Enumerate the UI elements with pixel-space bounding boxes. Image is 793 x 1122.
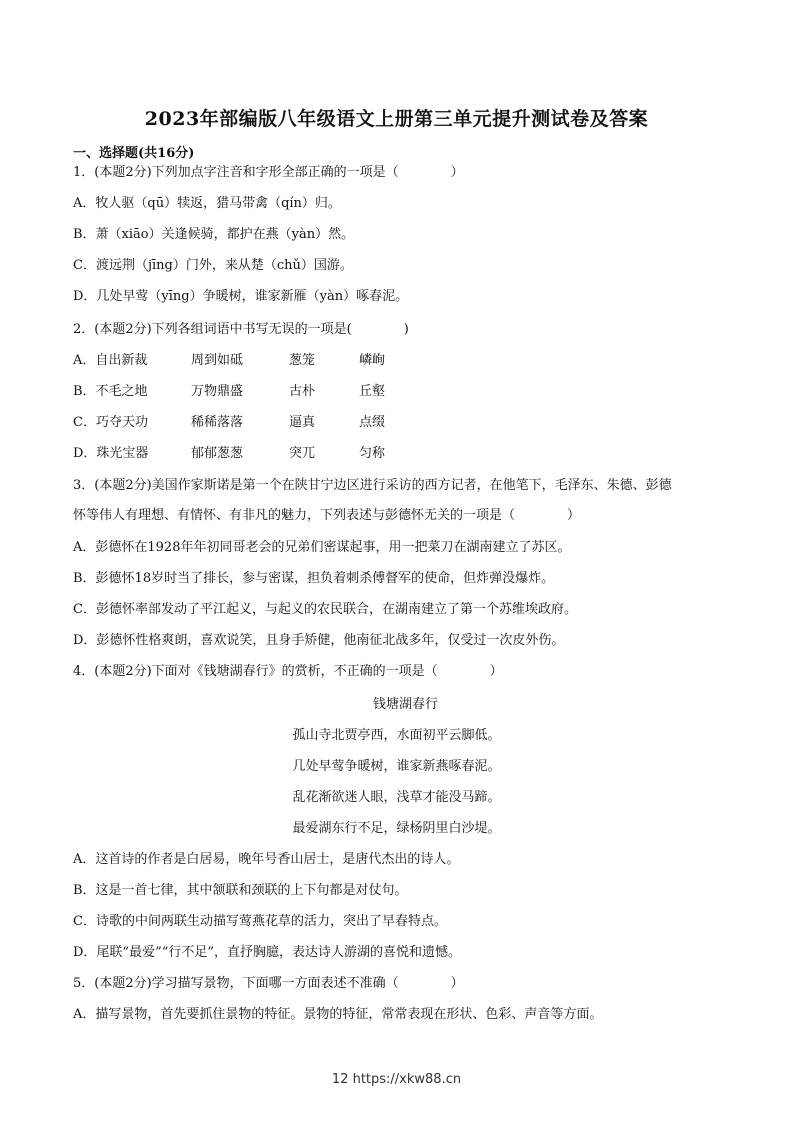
word-cell: 匀称 [359,446,386,461]
word-cell: A．自出新裁 [73,353,148,368]
word-cell: 古朴 [289,384,316,399]
word-cell: 葱笼 [289,353,316,368]
question-1-stem: 1．(本题2分)下列加点字注音和字形全部正确的一项是（ ） [73,165,464,180]
question-4-stem: 4．(本题2分)下面对《钱塘湖春行》的赏析，不正确的一项是（ ） [73,664,503,679]
word-cell: 万物鼎盛 [191,384,244,399]
poem-title: 钱塘湖春行 [373,697,439,712]
question-4-option-b: B．这是一首七律，其中颔联和颈联的上下句都是对仗句。 [73,883,408,898]
question-3-stem-line1: 3．(本题2分)美国作家斯诺是第一个在陕甘宁边区进行采访的西方记者，在他笔下，毛泽东、朱德、彭德 [73,478,672,493]
question-3-option-a: A．彭德怀在1928年年初同哥老会的兄弟们密谋起事，用一把菜刀在湖南建立了苏区。 [73,540,571,555]
poem-line: 乱花渐欲迷人眼，浅草才能没马蹄。 [292,790,501,805]
word-cell: 周到如砥 [191,353,244,368]
question-1-option-c: C．渡远荆（jīng）门外，来从楚（chǔ）国游。 [73,258,353,273]
question-2-option-row [73,446,493,462]
question-1-option-b: B．萧（xiāo）关逢候骑，都护在燕（yàn）然。 [73,227,355,242]
question-2-stem: 2．(本题2分)下列各组词语中书写无误的一项是( ) [73,322,409,337]
word-cell: 突兀 [289,446,316,461]
question-2-option-row [73,353,493,369]
word-cell: 嶙峋 [359,353,386,368]
question-3-option-d: D．彭德怀性格爽朗，喜欢说笑，且身手矫健，他南征北战多年，仅受过一次皮外伤。 [73,633,565,648]
page-footer: 12 https://xkw88.cn [331,1072,462,1087]
question-5-option-a: A．描写景物，首先要抓住景物的特征。景物的特征，常常表现在形状、色彩、声音等方面。 [73,1007,603,1022]
question-4-option-d: D．尾联“最爱”“行不足”，直抒胸臆，表达诗人游湖的喜悦和遗憾。 [73,945,462,960]
question-4-option-c: C．诗歌的中间两联生动描写莺燕花草的活力，突出了早春特点。 [73,914,447,929]
poem-line: 几处早莺争暖树，谁家新燕啄春泥。 [292,759,501,774]
section-heading: 一、选择题(共16分) [73,146,195,161]
question-1-option-d: D．几处早莺（yīng）争暖树，谁家新雁（yàn）啄春泥。 [73,289,409,304]
word-cell: 稀稀落落 [191,415,244,430]
word-cell: 逼真 [289,415,316,430]
question-5-stem: 5．(本题2分)学习描写景物，下面哪一方面表述不准确（ ） [73,976,464,991]
poem-line: 最爱湖东行不足，绿杨阴里白沙堤。 [292,821,501,836]
question-2-option-row [73,415,493,431]
question-4-option-a: A．这首诗的作者是白居易，晚年号香山居士，是唐代杰出的诗人。 [73,852,460,867]
word-cell: B．不毛之地 [73,384,148,399]
question-3-stem-line2: 怀等伟人有理想、有情怀、有非凡的魅力，下列表述与彭德怀无关的一项是（ ） [73,508,581,523]
question-1-option-a: A．牧人驱（qū）犊返，猎马带禽（qín）归。 [73,196,341,211]
word-cell: 点缀 [359,415,386,430]
word-cell: D．珠光宝器 [73,446,149,461]
word-cell: 郁郁葱葱 [191,446,244,461]
word-cell: C．巧夺天功 [73,415,148,430]
question-2-option-row [73,384,493,400]
question-3-option-b: B．彭德怀18岁时当了排长，参与密谋，担负着刺杀傅督军的使命，但炸弹没爆炸。 [73,571,555,586]
poem-line: 孤山寺北贾亭西，水面初平云脚低。 [292,728,501,743]
page-title: 2023年部编版八年级语文上册第三单元提升测试卷及答案 [144,108,649,130]
word-cell: 丘壑 [359,384,386,399]
question-3-option-c: C．彭德怀率部发动了平江起义，与起义的农民联合，在湖南建立了第一个苏维埃政府。 [73,602,577,617]
